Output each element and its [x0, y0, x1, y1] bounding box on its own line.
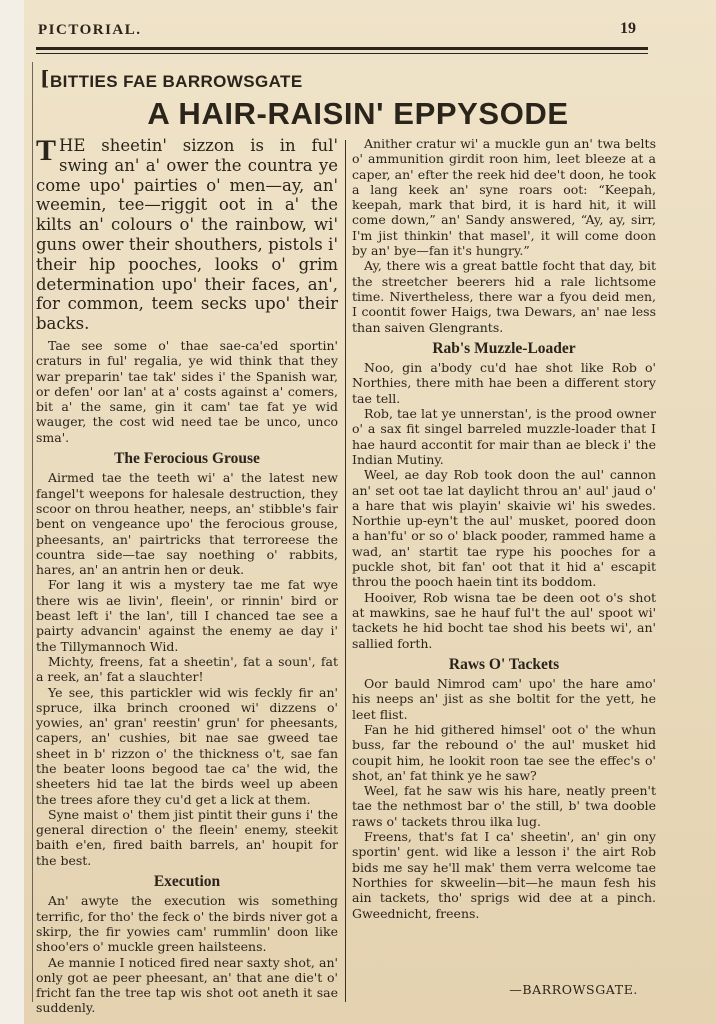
paragraph: Rob, tae lat ye unnerstan', is the prood owner o' a sax fit singel barreled muzzle-loader that I hae haurd accontit for mair than ae bleck i' the Indian Mutiny.	[352, 406, 656, 467]
running-head: PICTORIAL.	[38, 22, 142, 38]
paragraph: Ae mannie I noticed fired near saxty shot, an' only got ae peer pheesant, an' that ane die't o' fricht fan the tree tap wis shot oot aneth it sae suddenly.	[36, 954, 338, 1016]
paragraph: Noo, gin a'body cu'd hae shot like Rob o' Northies, there mith hae been a different story tae tell.	[352, 360, 656, 406]
section-heading-ferocious-grouse: The Ferocious Grouse	[114, 450, 260, 468]
series-title: BITTIES FAE BARROWSGATE	[50, 72, 303, 91]
paragraph: Ay, there wis a great battle focht that day, bit the streetcher beerers hid a rale lichtsome time. Nivertheless, there war a fyou deid men, I coontit fower Haigs, twa Dewars, an' nae less than saiven Glengrants.	[352, 258, 656, 335]
paragraph: Oor bauld Nimrod cam' upo' the hare amo' his neeps an' jist as she boltit for the yett, he leet flist.	[352, 676, 656, 722]
paragraph: Tae see some o' thae sae-ca'ed sportin' craturs in ful' regalia, ye wid think that they war preparin' tae tak' sides i' the Spanish war, or defen' oor lan' at a' costs against a' comers, bit a' the same, gin it cam' tae fat ye wid wauger, the cost wid need tae be unco, unco sma'.	[36, 337, 338, 445]
paragraph: Fan he hid githered himsel' oot o' the whun buss, far the rebound o' the aul' musket hid coupit him, he lookit roon tae see the effec's o' shot, an' fat think ye he saw?	[352, 721, 656, 783]
header-rule-thick	[36, 47, 648, 50]
lead-paragraph	[36, 136, 338, 334]
signature-text: BARROWSGATE.	[522, 982, 638, 997]
paragraph: Syne maist o' them jist pintit their guns i' the general direction o' the fleein' enemy, steekit baith e'en, fired baith barrels, an' houpit for the best.	[36, 806, 338, 868]
left-column	[36, 136, 338, 1016]
column-divider	[345, 140, 346, 1002]
series-bracket: [	[40, 66, 50, 90]
paragraph: Ye see, this partickler wid wis feckly fir an' spruce, ilka brinch crooned wi' dizzens o' yowies, an' gran' reestin' grun' for pheesants, capers, an' cushies, bit nae sae gweed tae sheet in b' rizzon o' the thickness o't, sae fan the beater loons begood tae ca' the wid, the sheeters hid tae lat the birds weel up abeen the trees afore they cu'd get a lick at them.	[36, 684, 338, 807]
lead-text: HE sheetin' sizzon is in ful' swing an' a' ower the countra ye come upo' pairties o' men—ay, an' weemin, tee—riggit oot in a' the kilts an' colours o' the rainbow, wi' guns ower their shouthers, pistols i' their hip pooches, looks o' grim determination upo' their faces, an', for common, teem secks upo' their backs.	[36, 136, 338, 334]
author-signature: —BARROWSGATE.	[509, 982, 638, 997]
section-heading-execution: Execution	[153, 873, 221, 891]
paragraph: Hooiver, Rob wisna tae be deen oot o's shot at mawkins, sae he hauf ful't the aul' spoot wi' tackets he hid bocht tae shod his beets wi', an' sallied forth.	[352, 589, 656, 651]
paragraph: Anither cratur wi' a muckle gun an' twa belts o' ammunition girdit roon him, leet bleeze at a caper, an' efter the reek hid dee't doon, he took a lang keek an' syne roars oot: “Keepah, keepah, mark that bird, it is hard hit, it will come down,” an' Sandy answered, “Ay, ay, sirr, I'm jist thinkin' that masel', it will come doon by an' bye—fan it's hungry.”	[352, 136, 656, 259]
article-title: A HAIR-RAISIN' EPPYSODE	[147, 96, 569, 131]
paragraph: Weel, ae day Rob took doon the aul' cannon an' set oot tae lat daylicht throu an' aul' jaud o' a hare that wis playin' skaivie wi' his swedes. Northie up-eyn't the aul' musket, poored doon a han'fu' or so o' black pooder, rammed hame a wad, an' startit tae rype his pooches for a puckle shot, bit fan' oot that it hid a' escapit throu the pooch haein tint its boddom.	[352, 467, 656, 590]
paragraph: Airmed tae the teeth wi' a' the latest new fangel't weepons for halesale destruction, they scoor on throu heather, neeps, an' stibble's fair bent on vengeance upo' the ferocious grouse, pheesants, an' pairtricks that terroreese the countra side—tae say noething o' rabbits, hares, an' an antrin hen or deuk.	[36, 470, 338, 578]
paragraph: Weel, fat he saw wis his hare, neatly preen't tae the nethmost bar o' the still, b' twa dooble raws o' tackets throu ilka lug.	[352, 783, 656, 829]
header-rule-thin	[36, 53, 648, 54]
paragraph: An' awyte the execution wis something terrific, for tho' the feck o' the birds niver got a skirp, the fir yowies cam' rummlin' doon like shoo'ers o' muckle green hailsteens.	[36, 893, 338, 955]
left-border-rule	[32, 62, 33, 1002]
paragraph: Michty, freens, fat a sheetin', fat a soun', fat a reek, an' fat a slauchter!	[36, 653, 338, 685]
scan-margin-strip	[0, 0, 24, 1024]
section-heading-rabs-muzzle-loader: Rab's Muzzle-Loader	[432, 339, 576, 357]
paragraph: Freens, that's fat I ca' sheetin', an' gin ony sportin' gent. wid like a lesson i' the airt Rob bids me say he'll mak' them verra welcome tae Northies for skweelin—bit—he maun fesh his ain tackets, tho' sprigs wid dee at a pinch. Gweednicht, freens.	[352, 829, 656, 921]
drop-cap: T	[36, 134, 57, 167]
page-number: 19	[620, 20, 636, 37]
right-column	[352, 136, 656, 921]
section-heading-raws-o-tackets: Raws O' Tackets	[448, 655, 560, 673]
paragraph: For lang it wis a mystery tae me fat wye there wis ae livin', fleein', or rinnin' bird or beast left i' the lan', till I chanced tae see a pairty advancin' against the enemy ae day i' the Tillymannoch Wid.	[36, 577, 338, 654]
